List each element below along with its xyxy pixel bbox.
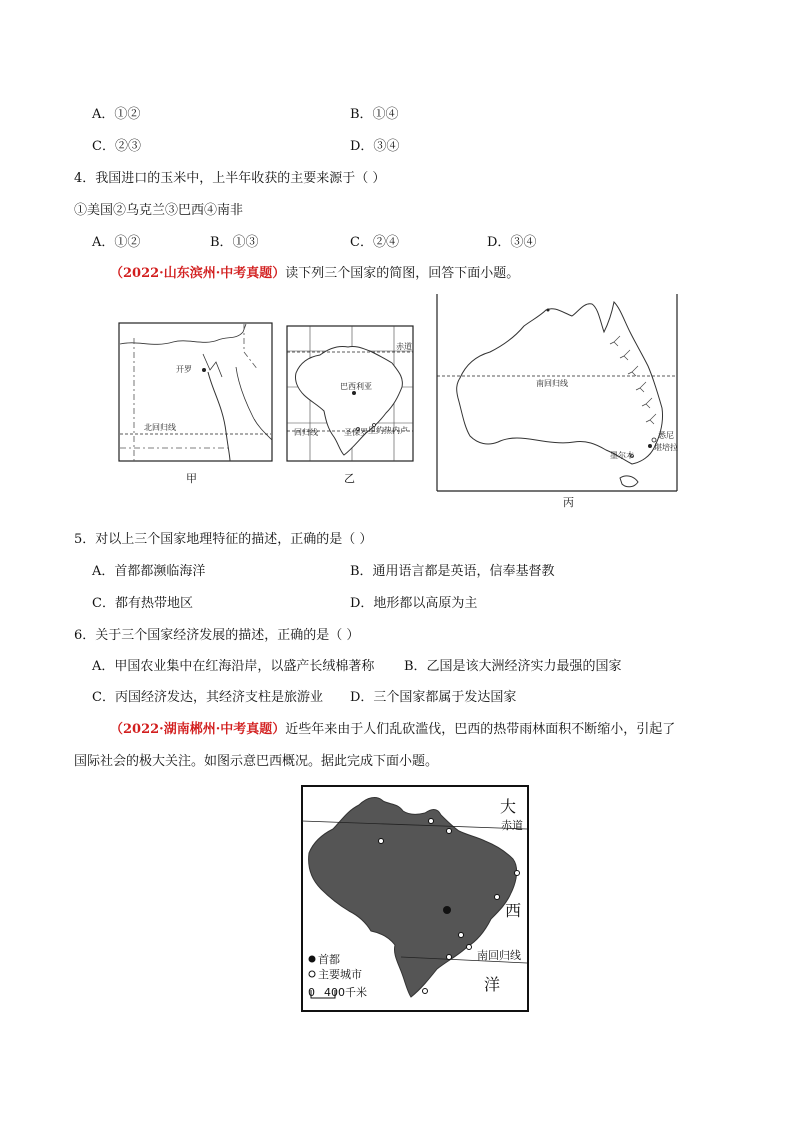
q4-option-d: D．③④ [487,235,537,250]
scale-label: 400千米 [324,986,367,999]
label-yi-equator: 赤道 [396,342,412,351]
legend-capital: 首都 [318,953,340,966]
q6-option-c: C．丙国经济发达，其经济支柱是旅游业 [92,690,323,705]
q3-option-d: D．③④ [350,139,400,154]
ocean-label-da: 大 [500,797,517,816]
source-text-chenzhou-2: 国际社会的极大关注。如图示意巴西概况。据此完成下面小题。 [74,754,439,769]
map-bing [436,294,678,492]
q5-option-a: A．首都都濒临海洋 [92,564,206,579]
source-text-chenzhou: 近些年来由于人们乱砍滥伐，巴西的热带雨林面积不断缩小，引起了 [285,722,676,737]
source-tag-chenzhou: （2022·湖南郴州·中考真题） [110,722,286,737]
q6-option-d: D．三个国家都属于发达国家 [350,690,517,705]
source-tag-binzhou: （2022·山东滨州·中考真题） [110,266,286,281]
q5-option-b: B．通用语言都是英语，信奉基督教 [350,564,555,579]
legend-city: 主要城市 [318,968,362,981]
scale-zero: 0 [308,986,315,999]
label-brasilia: 巴西利亚 [340,382,372,391]
source-line-2 [110,718,675,737]
q3-option-a: A．①② [92,107,141,122]
q5-option-d: D．地形都以高原为主 [350,596,478,611]
q4-items: ①美国②乌克兰③巴西④南非 [74,203,244,218]
q6-stem: 6．关于三个国家经济发展的描述，正确的是（ ） [74,628,360,643]
map-yi [286,325,414,462]
map-yi-caption: 乙 [344,472,355,485]
label-rio: 里约热内卢 [368,426,408,435]
q4-stem: 4．我国进口的玉米中，上半年收获的主要来源于（ ） [74,171,386,186]
label-canberra: 堪培拉 [654,443,678,452]
map-jia-caption: 甲 [186,472,197,485]
label-yi-tropic: 回归线 [294,428,318,437]
q4-option-a: A．①② [92,235,141,250]
q6-option-a: A．甲国农业集中在红海沿岸，以盛产长绒棉著称 [92,659,375,674]
q3-option-b: B．①④ [350,107,399,122]
label-cairo: 开罗 [176,365,192,374]
q3-option-c: C．②③ [92,139,141,154]
ocean-label-xi: 西 [505,901,522,920]
label-sao-paulo: 圣保罗 [344,428,368,437]
label-tropic-capricorn: 南回归线 [477,949,521,962]
q4-option-b: B．①③ [210,235,259,250]
source-text-binzhou: 读下列三个国家的简图，回答下面小题。 [285,266,520,281]
label-melbourne: 墨尔本 [610,451,634,460]
q5-stem: 5．对以上三个国家地理特征的描述，正确的是（ ） [74,532,373,547]
map-bing-caption: 丙 [563,496,574,509]
q5-option-c: C．都有热带地区 [92,596,193,611]
ocean-label-yang: 洋 [484,975,501,994]
map-jia [118,322,273,462]
brazil-map [301,785,529,1012]
label-bing-tropic: 南回归线 [536,379,568,388]
label-sydney: 悉尼 [658,431,674,440]
label-tropic-cancer: 北回归线 [144,423,176,432]
q4-option-c: C．②④ [350,235,399,250]
q6-option-b: B．乙国是该大洲经济实力最强的国家 [404,659,622,674]
source-line-1 [110,262,519,281]
label-equator: 赤道 [501,819,523,832]
